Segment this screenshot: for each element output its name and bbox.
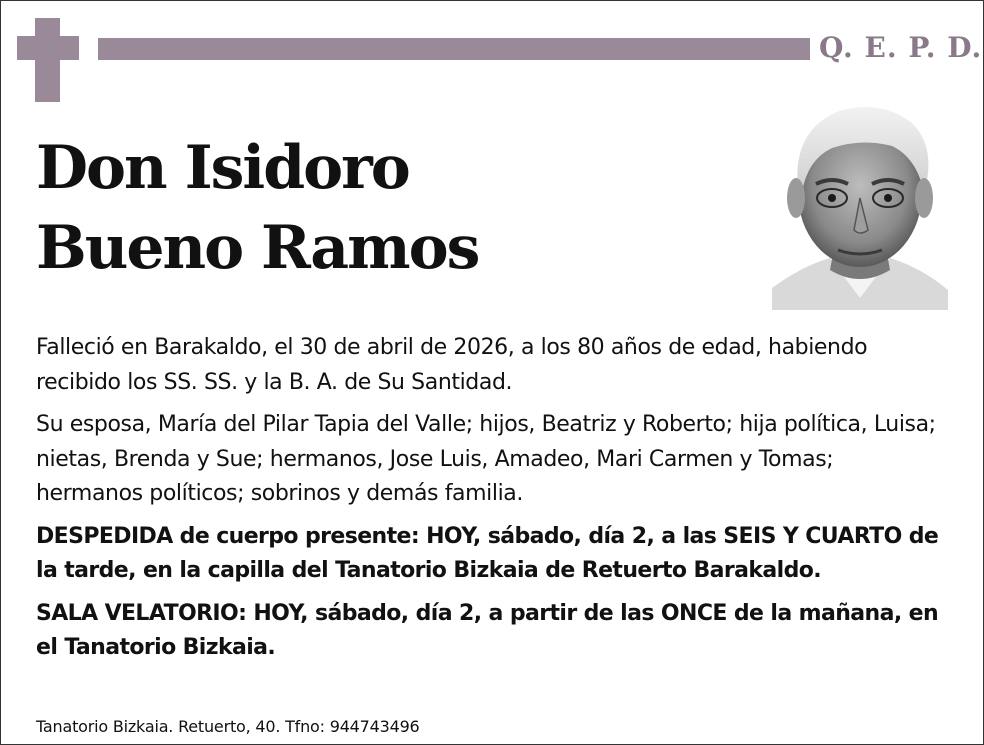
qepd-label: Q. E. P. D. — [819, 31, 983, 64]
cross-icon — [35, 18, 60, 102]
wake-paragraph: SALA VELATORIO: HOY, sábado, día 2, a partir de las ONCE de la mañana, en el Tanatorio Bizkaia. — [36, 600, 939, 660]
farewell-paragraph: DESPEDIDA de cuerpo presente: HOY, sábado, día 2, a las SEIS Y CUARTO de la tarde, en la capilla del Tanatorio Bizkaia de Retuerto Barakaldo. — [36, 523, 939, 583]
funeral-home-contact: Tanatorio Bizkaia. Retuerto, 40. Tfno: 944743496 — [36, 717, 420, 736]
deceased-name — [36, 128, 478, 288]
obituary-body — [36, 331, 946, 674]
name-line-1: Don Isidoro — [36, 133, 409, 203]
death-paragraph: Falleció en Barakaldo, el 30 de abril de 2026, a los 80 años de edad, habiendo recibido los SS. SS. y la B. A. de Su Santidad. — [36, 335, 868, 395]
portrait-image — [772, 98, 948, 310]
name-line-2: Bueno Ramos — [36, 213, 479, 283]
family-paragraph: Su esposa, María del Pilar Tapia del Valle; hijos, Beatriz y Roberto; hija política, Luisa; nietas, Brenda y Sue; hermanos, Jose Luis, Amadeo, Mari Carmen y Tomas; hermanos políticos; sobrinos y demás familia. — [36, 412, 936, 506]
header-rule — [98, 38, 810, 60]
deceased-photo — [772, 98, 948, 310]
cross-icon-bar — [17, 36, 79, 60]
